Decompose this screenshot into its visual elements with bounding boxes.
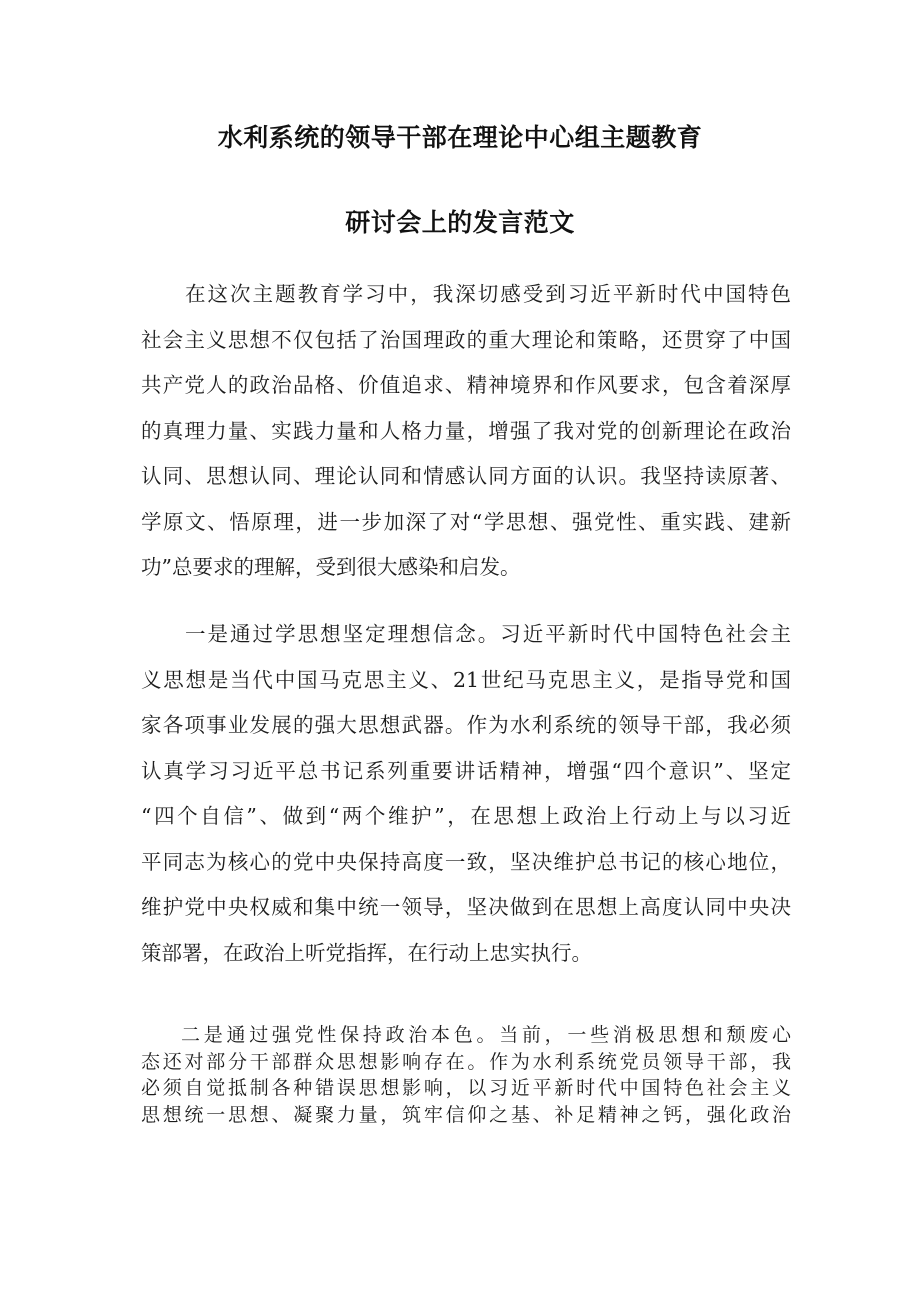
- paragraph-point-two: [141, 1022, 791, 1128]
- paragraph-line: 学原文、悟原理，进一步加深了对“学思想、强党性、重实践、建新: [141, 509, 791, 534]
- paragraph-line: 功”总要求的理解，受到很大感染和启发。: [141, 555, 521, 579]
- document-title-line-1: 水利系统的领导干部在理论中心组主题教育: [217, 123, 703, 152]
- paragraph-line: 思想统一思想、凝聚力量，筑牢信仰之基、补足精神之钙，强化政治: [141, 1103, 791, 1126]
- paragraph-line: 必须自觉抵制各种错误思想影响，以习近平新时代中国特色社会主义: [141, 1077, 791, 1099]
- paragraph-line: 义思想是当代中国马克思主义、21世纪马克思主义，是指导党和国: [141, 667, 791, 692]
- paragraph-line: “四个自信”、做到“两个维护”，在思想上政治上行动上与以习近: [141, 804, 791, 828]
- paragraph-point-one: [141, 612, 791, 976]
- paragraph-line: 家各项事业发展的强大思想武器。作为水利系统的领导干部，我必须: [141, 713, 791, 737]
- paragraph-line: 认真学习习近平总书记系列重要讲话精神，增强“四个意识”、坚定: [141, 758, 791, 783]
- paragraph-line: 维护党中央权威和集中统一领导，坚决做到在思想上高度认同中央决: [141, 895, 791, 919]
- paragraph-line: 认同、思想认同、理论认同和情感认同方面的认识。我坚持读原著、: [141, 464, 791, 488]
- document-title-line-2: 研讨会上的发言范文: [345, 208, 575, 237]
- paragraph-line: 社会主义思想不仅包括了治国理政的重大理论和策略，还贯穿了中国: [141, 327, 791, 352]
- paragraph-line: 共产党人的政治品格、价值追求、精神境界和作风要求，包含着深厚: [141, 373, 791, 397]
- paragraph-line: 策部署，在政治上听党指挥，在行动上忠实执行。: [141, 940, 592, 965]
- paragraph-line: 一是通过学思想坚定理想信念。习近平新时代中国特色社会主: [185, 622, 791, 646]
- paragraph-line: 态还对部分干部群众思想影响存在。作为水利系统党员领导干部，我: [141, 1050, 791, 1073]
- paragraph-line: 在这次主题教育学习中，我深切感受到习近平新时代中国特色: [185, 282, 791, 306]
- paragraph-intro: [141, 272, 791, 591]
- paragraph-line: 的真理力量、实践力量和人格力量，增强了我对党的创新理论在政治: [141, 418, 791, 443]
- paragraph-line: 二是通过强党性保持政治本色。当前，一些消极思想和颓废心: [181, 1024, 791, 1046]
- paragraph-line: 平同志为核心的党中央保持高度一致，坚决维护总书记的核心地位，: [141, 849, 791, 874]
